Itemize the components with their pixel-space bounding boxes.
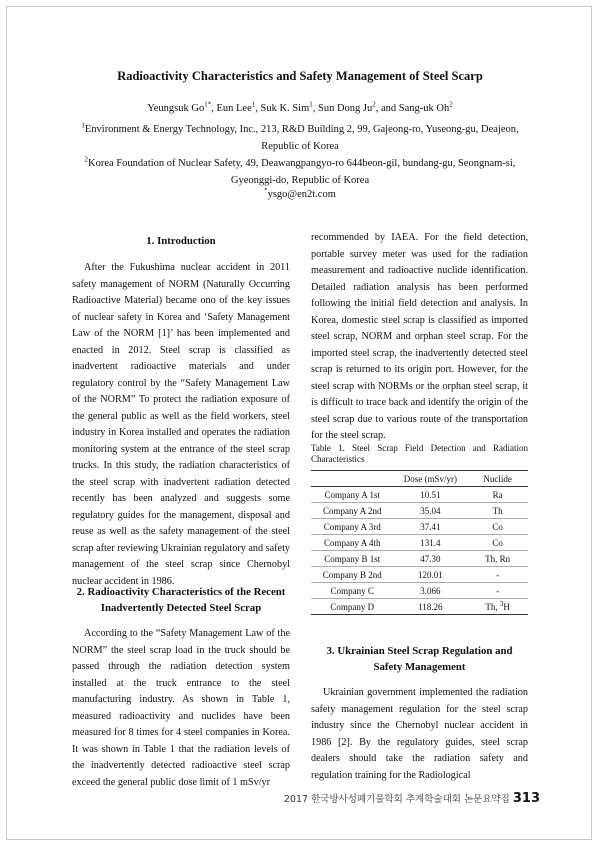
affiliation-2 xyxy=(80,155,520,189)
table-cell: Company A 4th xyxy=(323,537,381,548)
table-row xyxy=(311,503,528,519)
table-row xyxy=(311,487,528,503)
radiation-table xyxy=(311,470,528,615)
table-header-cell xyxy=(311,471,393,487)
author-sup: 2 xyxy=(372,100,376,109)
table-row xyxy=(311,535,528,551)
table-cell: Co xyxy=(492,537,503,548)
paper-title: Radioactivity Characteristics and Safety Management of Steel Scarp xyxy=(117,69,483,83)
affiliation-sup: 1 xyxy=(81,121,85,130)
corresponding-email xyxy=(0,186,600,200)
nuclide-sup: 3 xyxy=(499,599,504,608)
page-number: 313 xyxy=(512,791,540,806)
table-cell: - xyxy=(496,569,500,580)
table-cell: 37.41 xyxy=(420,521,441,532)
table-cell: Company C xyxy=(330,585,374,596)
table-cell xyxy=(467,599,528,615)
table-cell: Th xyxy=(492,505,503,516)
author-sup: 1* xyxy=(204,100,212,109)
table-cell: Company B 1st xyxy=(324,553,381,564)
table-cell: - xyxy=(496,585,500,596)
table-cell: Company A 3rd xyxy=(323,521,381,532)
author-sup: 1 xyxy=(251,100,256,109)
table-header-cell: Dose (mSv/yr) xyxy=(403,473,457,484)
section-2-continued: recommended by IAEA. For the field detection, portable survey meter was used for the radiation measurement and radioactive nuclide identification. Detailed radiation analysis has been performed following the initial field detection and analysis. In Korea, domestic steel scrap is classified as imported steel scrap, NORM and orphan steel scrap. For the imported steel scrap, the inadvertently detected steel scrap is returned to its origin port. However, for the steel scrap with NORMs or the orphan steel scrap, it is difficult to trace back and identify the origin of the steel scrap due to various route of the transportation for the steel scrap. xyxy=(311,232,528,441)
email-text: ysgo@en2t.com xyxy=(267,189,336,200)
author-name: , Eun Lee xyxy=(211,103,252,114)
table-caption: Table 1. Steel Scrap Field Detection and Radiation Characteristics xyxy=(311,443,528,464)
author-sup: 2 xyxy=(449,100,453,109)
section-1-body: After the Fukushima nuclear accident in 2011 safety management of NORM (Naturally Occurring Radioactive Material) became ono of the key issues of nuclear safety in Korea and ‘Safety Management Law of the NORM [1]’ has been implemented and enacted in 2012. Steel scrap is classified as inadvertent radioactive materials and under regulatory control by the “Safety Management Law of the NORM” To protect the radiation exposure of the general public as well as the field workers, steel industry in Korea installed and operates the radiation monitoring system at the entrance of the steel scrap trucks. In this study, the radiation characteristics of the steel scrap with inadvertent radiation detected recently has been analyzed and suggests some regulatory guides for the management, disposal and reuse as well as the safety management of the steel scrap after reviewing Ukrainian regulatory and safety management of the steel scrap since Chernobyl nuclear accident in 1986. xyxy=(72,262,290,587)
table-cell: Th, Rn xyxy=(485,553,511,564)
table-cell: Company B 2nd xyxy=(322,569,382,580)
section-3-heading: 3. Ukrainian Steel Scrap Regulation and Safety Management xyxy=(326,645,513,673)
nuclide-text: Th, xyxy=(485,601,500,612)
affiliation-1 xyxy=(80,121,520,155)
author-list xyxy=(0,100,600,114)
table-cell: 47.30 xyxy=(420,553,441,564)
table-cell: Company A 2nd xyxy=(322,505,382,516)
author-name: , Sun Dong Ju xyxy=(312,103,373,114)
table-row xyxy=(311,583,528,599)
section-1-heading: 1. Introduction xyxy=(146,235,216,247)
author-name: , and Sang-uk Oh xyxy=(375,103,450,114)
table-header-cell: Nuclide xyxy=(483,473,512,484)
section-2-heading: 2. Radioactivity Characteristics of the Recent Inadvertently Detected Steel Scrap xyxy=(76,586,286,614)
table-row xyxy=(311,567,528,583)
affiliation-text: Environment & Energy Technology, Inc., 213, R&D Building 2, 99, Gajeong-ro, Yuseong-gu, Deajeon, Republic of Korea xyxy=(84,124,519,152)
table-cell: Company D xyxy=(330,601,375,612)
table-cell: Ra xyxy=(492,489,503,500)
affiliation-sup: 2 xyxy=(84,155,89,164)
table-cell: 131.4 xyxy=(420,537,441,548)
table-row xyxy=(311,519,528,535)
table-cell: 118.26 xyxy=(418,601,443,612)
section-2-body: According to the “Safety Management Law of the NORM” the steel scrap load in the truck should be passed through the radiation detection system installed at the truck entrance to the steel manufacturing industry. As shown in Table 1, measured radioactivity and nuclides have been measured for 8 times for 4 steel companies in Korea. It was shown in Table 1 that the radiation levels of the inadvertently detected radioactive steel scrap exceed the general public dose limit of 1 mSv/yr xyxy=(72,628,290,788)
affiliation-text: Korea Foundation of Nuclear Safety, 49, Deawangpangyo-ro 644beon-gil, bundang-gu, Seongnam-si, Gyeonggi-do, Republic of Korea xyxy=(88,158,516,186)
table-cell: Company A 1st xyxy=(324,489,380,500)
author-sup: 1 xyxy=(309,100,313,109)
author-name: Yeungsuk Go xyxy=(147,103,205,114)
table-row xyxy=(311,551,528,567)
table-cell: 35.04 xyxy=(420,505,441,516)
table-cell: 3.066 xyxy=(420,585,441,596)
page-footer xyxy=(284,791,540,806)
table-cell: 120.01 xyxy=(417,569,443,580)
nuclide-text: H xyxy=(503,601,510,612)
email-sup: * xyxy=(264,186,268,195)
section-3-body: Ukrainian government implemented the radiation safety management regulation for the steel scrap industry since the Chernobyl nuclear accident in 1986 [2]. By the regulatory guides, steel scrap dealers should take the radiation safety and regulation training for the Radiological xyxy=(311,687,528,781)
author-name: , Suk K. Sim xyxy=(255,103,310,114)
table-cell: 10.51 xyxy=(420,489,441,500)
footer-text: 2017 한국방사성폐기물학회 추계학술대회 논문요약집 xyxy=(283,794,510,805)
table-header-row xyxy=(311,471,528,487)
table-row xyxy=(311,599,528,615)
table-cell: Co xyxy=(492,521,503,532)
